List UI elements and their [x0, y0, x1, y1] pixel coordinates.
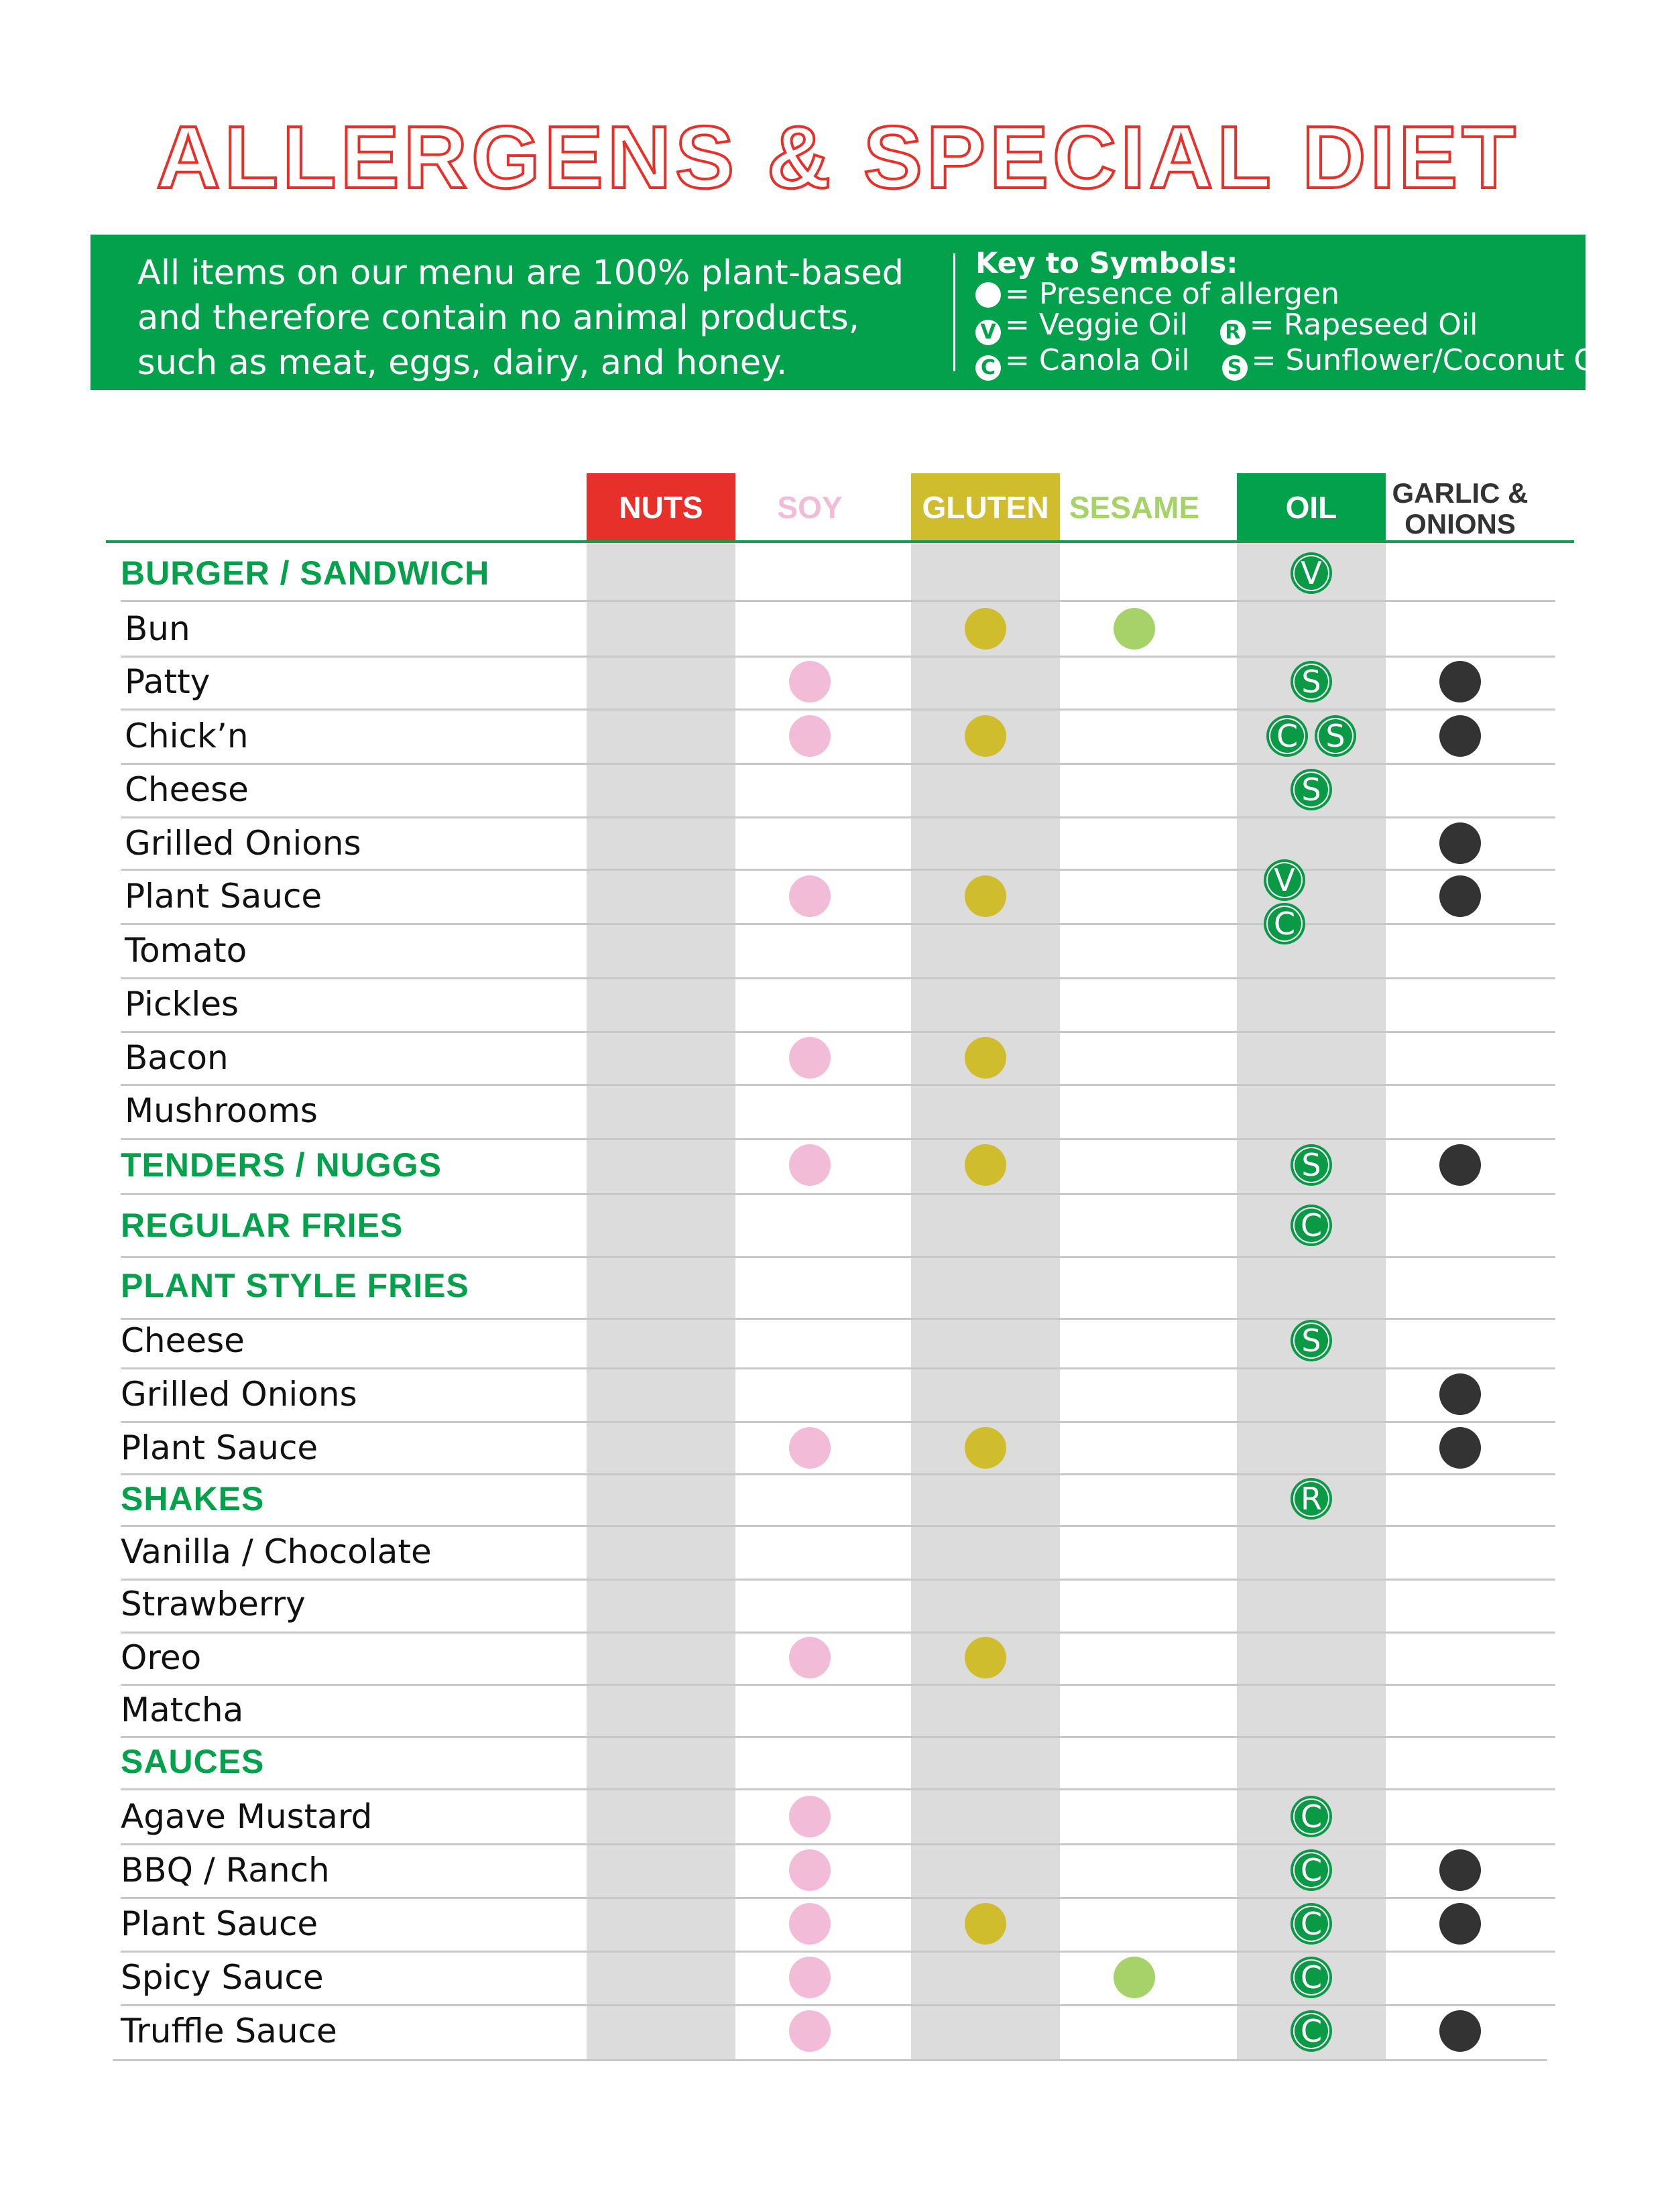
- row-separator: [121, 1525, 1555, 1527]
- menu-item-label: Grilled Onions: [125, 824, 361, 863]
- soy-allergen-dot-icon: [789, 1427, 831, 1469]
- key-rapeseed: [1220, 310, 1478, 345]
- menu-item-label: Plant Sauce: [121, 1428, 318, 1467]
- column-header-oil: OIL: [1237, 473, 1386, 542]
- row-separator: [121, 709, 1555, 711]
- oil-badge-icon: S: [1315, 715, 1356, 757]
- soy-allergen-dot-icon: [789, 1903, 831, 1945]
- column-header-soy: SOY: [777, 490, 843, 525]
- column-header-garlic: GARLIC & ONIONS: [1392, 477, 1529, 540]
- page-title: ALLERGENS & SPECIAL DIET: [156, 108, 1520, 206]
- oil-badge-icon: C: [1291, 1205, 1332, 1246]
- oil-badge-icon: C: [1291, 1903, 1332, 1945]
- menu-item-label: Matcha: [121, 1691, 244, 1729]
- oil-badge-icon: V: [1264, 859, 1305, 901]
- row-separator: [121, 1788, 1555, 1790]
- menu-item-label: Cheese: [121, 1321, 245, 1360]
- row-separator: [121, 923, 1555, 925]
- intro-line: All items on our menu are 100% plant-based: [137, 253, 904, 293]
- menu-item-label: Bun: [125, 609, 190, 648]
- garlic-allergen-dot-icon: [1439, 1427, 1481, 1469]
- gluten-allergen-dot-icon: [965, 1903, 1006, 1945]
- key-line: [975, 343, 1614, 381]
- row-separator: [121, 1897, 1555, 1899]
- garlic-allergen-dot-icon: [1439, 661, 1481, 702]
- row-separator: [121, 763, 1555, 765]
- column-shade-gluten: [911, 542, 1060, 2061]
- symbol-key: [975, 247, 1614, 381]
- oil-badge-icon: V: [1291, 552, 1332, 594]
- menu-item-label: Pickles: [125, 985, 239, 1024]
- gluten-allergen-dot-icon: [965, 715, 1006, 757]
- gluten-allergen-dot-icon: [965, 1637, 1006, 1678]
- row-separator: [121, 816, 1555, 818]
- menu-item-label: Patty: [125, 662, 211, 701]
- row-separator: [121, 1256, 1555, 1258]
- garlic-allergen-dot-icon: [1439, 822, 1481, 864]
- intro-line: such as meat, eggs, dairy, and honey.: [137, 343, 788, 383]
- gluten-allergen-dot-icon: [965, 608, 1006, 650]
- section-heading: SAUCES: [121, 1743, 265, 1780]
- menu-item-label: Spicy Sauce: [121, 1958, 324, 1997]
- key-canola: [975, 345, 1190, 381]
- row-separator: [121, 656, 1555, 658]
- row-separator: [113, 2059, 1547, 2061]
- row-separator: [121, 1031, 1555, 1033]
- oil-badge-icon: S: [1291, 1144, 1332, 1186]
- soy-allergen-dot-icon: [789, 1037, 831, 1079]
- oil-badge-icon: C: [1291, 1849, 1332, 1891]
- section-heading: TENDERS / NUGGS: [121, 1146, 442, 1184]
- row-separator: [121, 869, 1555, 871]
- soy-allergen-dot-icon: [789, 1849, 831, 1891]
- sesame-allergen-dot-icon: [1114, 1957, 1155, 1998]
- column-header-nuts: NUTS: [587, 473, 735, 542]
- sunflower-oil-badge-icon: S: [1222, 355, 1248, 381]
- menu-item-label: Grilled Onions: [121, 1375, 357, 1414]
- menu-item-label: BBQ / Ranch: [121, 1851, 330, 1890]
- garlic-allergen-dot-icon: [1439, 715, 1481, 757]
- section-heading: SHAKES: [121, 1480, 265, 1518]
- key-line: [975, 279, 1579, 310]
- soy-allergen-dot-icon: [789, 1144, 831, 1186]
- key-line: [975, 310, 1579, 345]
- menu-item-label: Tomato: [125, 931, 247, 970]
- key-canola-label: = Canola Oil: [1005, 343, 1190, 377]
- sesame-allergen-dot-icon: [1114, 608, 1155, 650]
- section-heading: BURGER / SANDWICH: [121, 554, 490, 592]
- key-sunflower-label: = Sunflower/Coconut Oil: [1251, 343, 1614, 377]
- key-presence-label: = Presence of allergen: [1005, 277, 1340, 311]
- section-heading: REGULAR FRIES: [121, 1207, 404, 1244]
- section-heading: PLANT STYLE FRIES: [121, 1267, 469, 1304]
- menu-item-label: Agave Mustard: [121, 1797, 373, 1836]
- canola-oil-badge-icon: C: [975, 355, 1001, 381]
- key-title: Key to Symbols:: [975, 247, 1238, 280]
- row-separator: [121, 1318, 1555, 1320]
- menu-item-label: Bacon: [125, 1038, 229, 1077]
- key-presence: [975, 279, 1339, 310]
- oil-badge-icon: R: [1291, 1478, 1332, 1520]
- row-separator: [121, 1736, 1555, 1738]
- menu-item-label: Chick’n: [125, 717, 249, 755]
- menu-item-label: Plant Sauce: [125, 877, 322, 916]
- key-rapeseed-label: = Rapeseed Oil: [1249, 308, 1478, 342]
- row-separator: [121, 1632, 1555, 1634]
- row-separator: [121, 977, 1555, 979]
- gluten-allergen-dot-icon: [965, 1427, 1006, 1469]
- oil-badge-icon: S: [1291, 769, 1332, 810]
- soy-allergen-dot-icon: [789, 1957, 831, 1998]
- intro-line: and therefore contain no animal products,: [137, 298, 859, 338]
- oil-badge-icon: C: [1264, 903, 1305, 944]
- soy-allergen-dot-icon: [789, 1637, 831, 1678]
- menu-item-label: Mushrooms: [125, 1091, 318, 1130]
- soy-allergen-dot-icon: [789, 875, 831, 917]
- veggie-oil-badge-icon: V: [975, 320, 1001, 345]
- banner-divider: [953, 253, 955, 371]
- oil-badge-icon: S: [1291, 661, 1332, 702]
- menu-item-label: Plant Sauce: [121, 1904, 318, 1943]
- oil-badge-icon: S: [1291, 1320, 1332, 1361]
- garlic-allergen-dot-icon: [1439, 1144, 1481, 1186]
- row-separator: [121, 1684, 1555, 1686]
- soy-allergen-dot-icon: [789, 715, 831, 757]
- key-veggie: [975, 310, 1188, 345]
- oil-badge-icon: C: [1291, 1796, 1332, 1837]
- header-underline: [106, 540, 1574, 543]
- column-header-gluten: GLUTEN: [911, 473, 1060, 542]
- garlic-allergen-dot-icon: [1439, 2010, 1481, 2052]
- menu-item-label: Vanilla / Chocolate: [121, 1532, 432, 1571]
- row-separator: [121, 1843, 1555, 1845]
- row-separator: [121, 1421, 1555, 1423]
- intro-banner: [91, 235, 1614, 390]
- soy-allergen-dot-icon: [789, 1796, 831, 1837]
- column-shade-nuts: [587, 542, 735, 2061]
- garlic-allergen-dot-icon: [1439, 1849, 1481, 1891]
- key-veggie-label: = Veggie Oil: [1005, 308, 1188, 342]
- row-separator: [121, 600, 1555, 602]
- row-separator: [121, 1473, 1555, 1475]
- key-sunflower: [1222, 345, 1614, 381]
- oil-badge-icon: C: [1291, 2010, 1332, 2052]
- gluten-allergen-dot-icon: [965, 1037, 1006, 1079]
- menu-item-label: Truffle Sauce: [121, 2012, 337, 2050]
- garlic-allergen-dot-icon: [1439, 1903, 1481, 1945]
- garlic-allergen-dot-icon: [1439, 875, 1481, 917]
- row-separator: [121, 1193, 1555, 1195]
- menu-item-label: Cheese: [125, 770, 249, 809]
- row-separator: [121, 2004, 1555, 2006]
- row-separator: [121, 1138, 1555, 1140]
- intro-text: [137, 251, 1009, 385]
- garlic-allergen-dot-icon: [1439, 1373, 1481, 1415]
- row-separator: [121, 1579, 1555, 1581]
- presence-dot-icon: [975, 282, 1001, 308]
- soy-allergen-dot-icon: [789, 661, 831, 702]
- menu-item-label: Strawberry: [121, 1585, 306, 1623]
- row-separator: [121, 1367, 1555, 1369]
- menu-item-label: Oreo: [121, 1638, 202, 1677]
- column-header-sesame: SESAME: [1069, 490, 1200, 525]
- soy-allergen-dot-icon: [789, 2010, 831, 2052]
- oil-badge-icon: C: [1266, 715, 1308, 757]
- row-separator: [121, 1951, 1555, 1953]
- oil-badge-icon: C: [1291, 1957, 1332, 1998]
- gluten-allergen-dot-icon: [965, 875, 1006, 917]
- gluten-allergen-dot-icon: [965, 1144, 1006, 1186]
- row-separator: [121, 1084, 1555, 1086]
- rapeseed-oil-badge-icon: R: [1220, 320, 1246, 345]
